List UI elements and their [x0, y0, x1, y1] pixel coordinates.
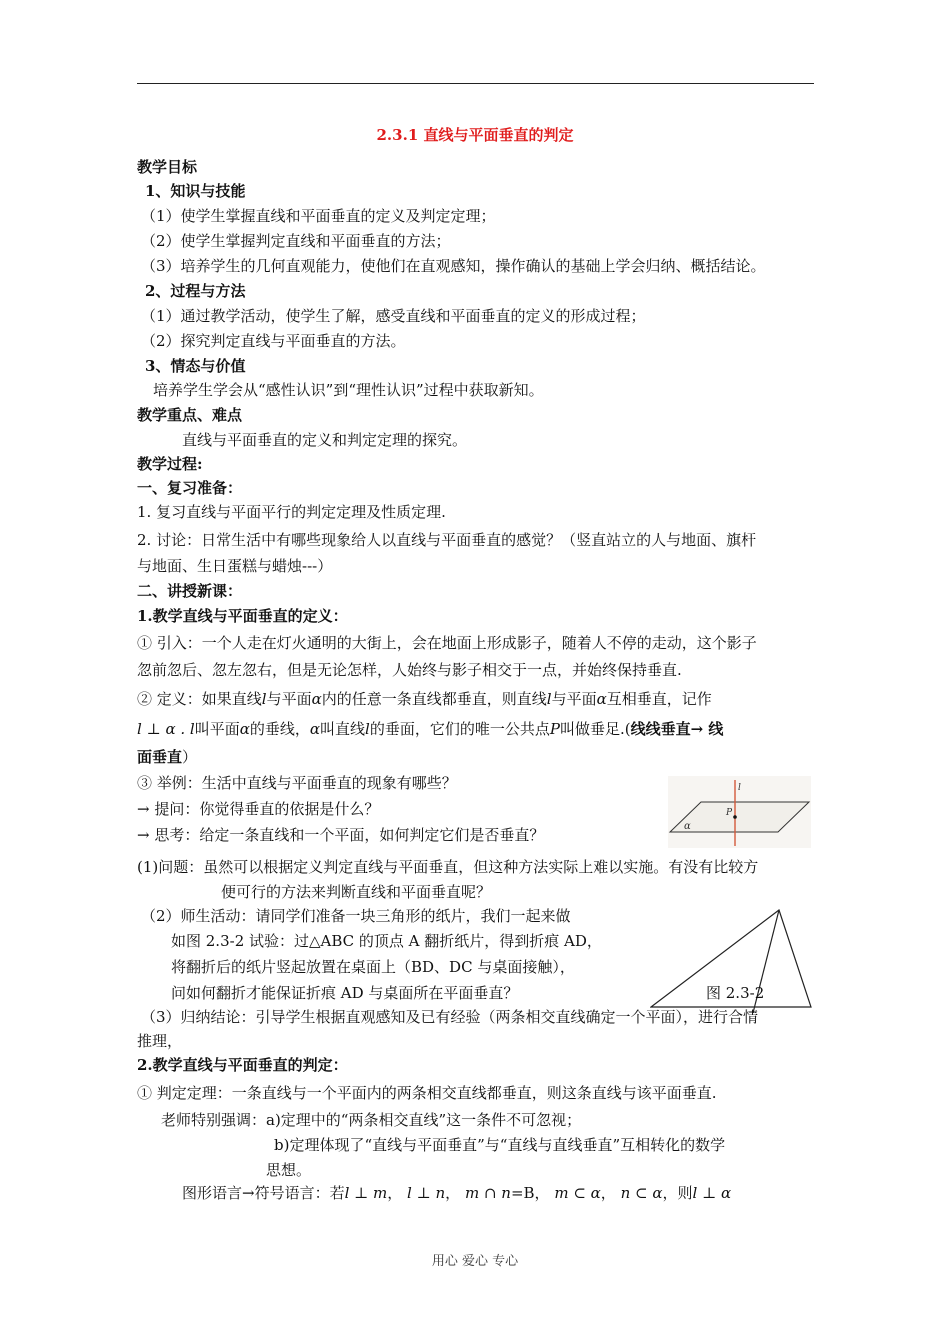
- heading-criterion: 2.教学直线与平面垂直的判定：: [137, 1056, 348, 1074]
- definition-line: ② 定义：如果直线l与平面α内的任意一条直线都垂直，则直线l与平面α互相垂直，记作: [137, 690, 712, 708]
- figure-caption: 图 2.3-2: [706, 984, 765, 1002]
- text-line: 思想。: [266, 1161, 312, 1179]
- figure-line-plane-perpendicular: [668, 776, 811, 848]
- text-line: 问如何翻折才能保证折痕 AD 与桌面所在平面垂直？: [171, 984, 519, 1002]
- text-line: 忽前忽后、忽左忽右，但是无论怎样，人始终与影子相交于一点，并始终保持垂直.: [137, 661, 682, 679]
- heading-process: 教学过程:: [137, 455, 203, 473]
- text-line: ① 引入：一个人走在灯火通明的大街上，会在地面上形成影子，随着人不停的走动，这个影子: [137, 634, 757, 652]
- heading-new-lesson: 二、讲授新课：: [137, 582, 243, 600]
- text-line: 1. 复习直线与平面平行的判定定理及性质定理.: [137, 503, 446, 521]
- definition-line: 面垂直）: [137, 748, 198, 766]
- text-line: 老师特别强调：a)定理中的“两条相交直线”这一条件不可忽视；: [161, 1111, 582, 1129]
- text-line: 如图 2.3-2 试验：过△ABC 的顶点 A 翻折纸片，得到折痕 AD，: [171, 932, 602, 950]
- text-line: 便可行的方法来判断直线和平面垂直呢？: [221, 883, 492, 901]
- text-line: （1）通过教学活动，使学生了解，感受直线和平面垂直的定义的形成过程；: [141, 307, 646, 325]
- subheading-process: 2、过程与方法: [145, 282, 246, 300]
- text-line: （2）师生活动：请同学们准备一块三角形的纸片，我们一起来做: [141, 907, 571, 925]
- text-line: （2）探究判定直线与平面垂直的方法。: [141, 332, 406, 350]
- figure-label-l: l: [738, 783, 741, 793]
- text-line: → 提问：你觉得垂直的依据是什么？: [137, 800, 380, 818]
- text-line: 2. 讨论：日常生活中有哪些现象给人以直线与平面垂直的感觉？（竖直站立的人与地面、旗杆: [137, 531, 757, 549]
- text-line: （2）使学生掌握判定直线和平面垂直的方法；: [141, 232, 451, 250]
- heading-review: 一、复习准备：: [137, 479, 243, 497]
- text-line: （3）归纳结论：引导学生根据直观感知及已有经验（两条相交直线确定一个平面），进行合情: [141, 1008, 759, 1026]
- text-line: b)定理体现了“直线与平面垂直”与“直线与直线垂直”互相转化的数学: [274, 1136, 726, 1154]
- heading-definition: 1.教学直线与平面垂直的定义：: [137, 607, 348, 625]
- text-line: 培养学生学会从“感性认识”到“理性认识”过程中获取新知。: [153, 381, 544, 399]
- text-line: (1)问题：虽然可以根据定义判定直线与平面垂直，但这种方法实际上难以实施。有没有比较方: [137, 858, 759, 876]
- heading-objectives: 教学目标: [137, 158, 198, 176]
- figure-label-alpha: α: [684, 821, 691, 832]
- text-line: （3）培养学生的几何直观能力，使他们在直观感知，操作确认的基础上学会归纳、概括结论。: [141, 257, 766, 275]
- header-rule: [137, 83, 814, 84]
- symbol-language-line: 图形语言→符号语言：若l ⊥ m， l ⊥ n， m ∩ n=B， m ⊂ α， n ⊂ α，则l ⊥ α: [182, 1184, 732, 1202]
- text-line: ① 判定定理：一条直线与一个平面内的两条相交直线都垂直，则这条直线与该平面垂直.: [137, 1084, 717, 1102]
- text-line: 推理，: [137, 1032, 183, 1050]
- text-line: 与地面、生日蛋糕与蜡烛---）: [137, 557, 333, 575]
- text-line: 将翻折后的纸片竖起放置在桌面上（BD、DC 与桌面接触），: [171, 958, 575, 976]
- text-line: ③ 举例：生活中直线与平面垂直的现象有哪些？: [137, 774, 457, 792]
- definition-line: l ⊥ α . l叫平面α的垂线，α叫直线l的垂面，它们的唯一公共点P叫做垂足.(线线垂直→ 线: [137, 720, 724, 738]
- subheading-values: 3、情态与价值: [145, 357, 246, 375]
- page-footer: 用心 爱心 专心: [431, 1254, 519, 1269]
- text-line: （1）使学生掌握直线和平面垂直的定义及判定定理；: [141, 207, 496, 225]
- page-title: 2.3.1 直线与平面垂直的判定: [376, 126, 574, 144]
- text-line: 直线与平面垂直的定义和判定定理的探究。: [182, 431, 468, 449]
- figure-label-p: P: [726, 808, 733, 818]
- heading-keypoints: 教学重点、难点: [137, 406, 243, 424]
- subheading-knowledge: 1、知识与技能: [145, 182, 246, 200]
- text-line: → 思考：给定一条直线和一个平面，如何判定它们是否垂直？: [137, 826, 545, 844]
